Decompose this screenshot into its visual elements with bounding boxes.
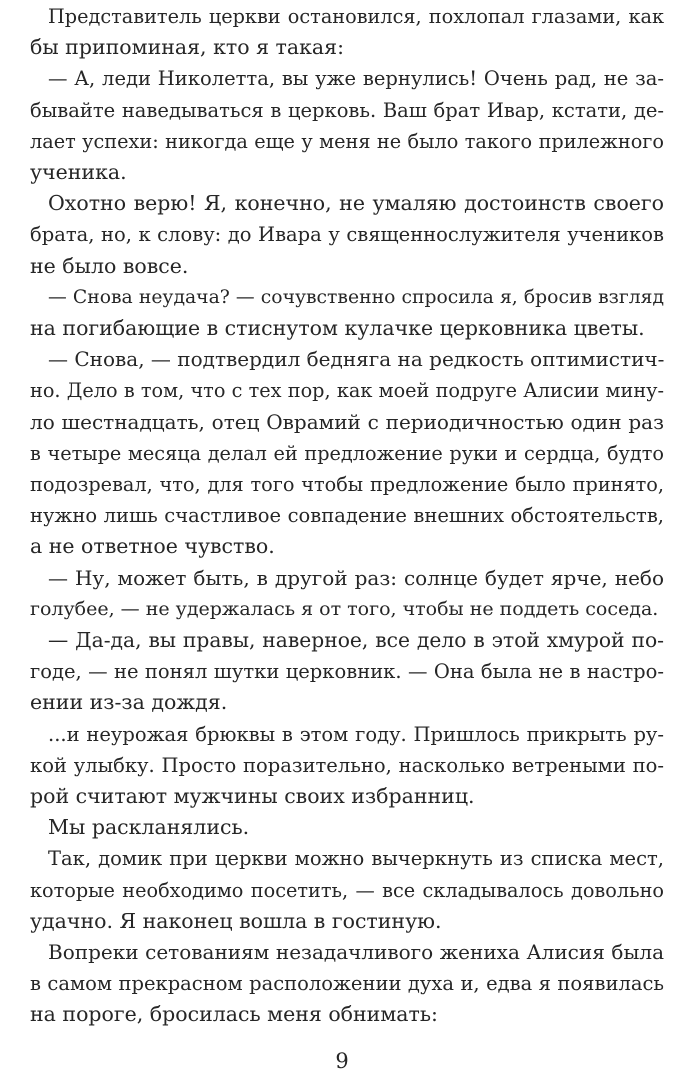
text-line: на пороге, бросилась меня обнимать: xyxy=(30,1002,438,1027)
text-line: в самом прекрасном расположении духа и, едва я появилась xyxy=(30,972,664,996)
text-line: — А, леди Николетта, вы уже вернулись! Очень рад, не за- xyxy=(48,67,664,91)
text-line: ении из-за дождя. xyxy=(30,690,228,715)
text-line: а не ответное чувство. xyxy=(30,534,275,559)
text-line: кой улыбку. Просто поразительно, насколько ветреными по- xyxy=(30,753,664,777)
text-line: рой считают мужчины своих избранниц. xyxy=(30,784,475,808)
text-line: — Да-да, вы правы, наверное, все дело в этой хмурой по- xyxy=(48,628,664,652)
text-line: бы припоминая, кто я такая: xyxy=(30,35,344,60)
text-line: — Ну, может быть, в другой раз: солнце будет ярче, небо xyxy=(48,565,664,590)
text-line: годе, — не понял шутки церковник. — Она была не в настро- xyxy=(30,660,664,684)
text-line: подозревал, что, для того чтобы предложение было принято, xyxy=(30,473,664,496)
text-line: лает успехи: никогда еще у меня не было такого прилежного xyxy=(30,129,664,153)
text-line: Так, домик при церкви можно вычеркнуть из списка мест, xyxy=(48,847,664,871)
text-line: удачно. Я наконец вошла в гостиную. xyxy=(30,908,442,933)
text-line: Охотно верю! Я, конечно, не умаляю достоинств своего xyxy=(48,191,664,216)
text-line: брата, но, к слову: до Ивара у священнослужителя учеников xyxy=(30,223,664,247)
text-line: в четыре месяца делал ей предложение руки и сердца, будто xyxy=(30,441,664,465)
text-line: не было вовсе. xyxy=(30,253,189,278)
text-line: которые необходимо посетить, — все складывалось довольно xyxy=(30,878,664,902)
text-line: Вопреки сетованиям незадачливого жениха Алисия была xyxy=(48,940,664,964)
text-line: Представитель церкви остановился, похлопал глазами, как xyxy=(48,5,664,28)
text-line: голубее, — не удержалась я от того, чтобы не поддеть соседа. xyxy=(30,597,659,620)
text-line: — Снова, — подтвердил бедняга на редкость оптимистич- xyxy=(48,347,665,372)
text-line: ло шестнадцать, отец Оврамий с периодичностью один раз xyxy=(30,409,664,434)
text-line: но. Дело в том, что с тех пор, как моей подруге Алисии мину- xyxy=(30,379,664,403)
text-line: Мы раскланялись. xyxy=(48,815,250,840)
text-line: ...и неурожая брюквы в этом году. Пришлось прикрыть ру- xyxy=(48,722,664,746)
text-line: ученика. xyxy=(30,160,127,184)
text-line: бывайте наведываться в церковь. Ваш брат Ивар, кстати, де- xyxy=(30,98,664,122)
text-line: нужно лишь счастливое совпадение внешних обстоятельств, xyxy=(30,504,664,528)
text-line: на погибающие в стиснутом кулачке церковника цветы. xyxy=(30,316,645,340)
text-line: — Снова неудача? — сочувственно спросила я, бросив взгляд xyxy=(48,286,664,308)
page-number: 9 xyxy=(335,1049,349,1073)
